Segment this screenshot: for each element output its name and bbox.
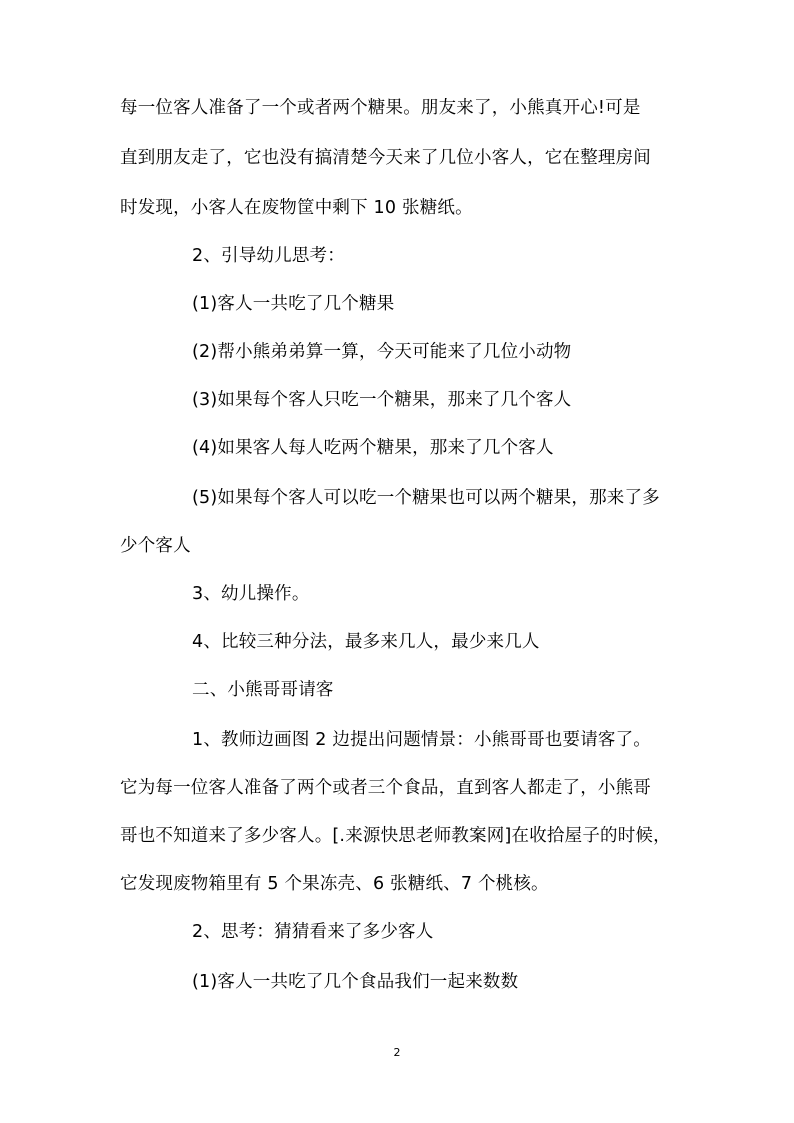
list-item: (2)帮小熊弟弟算一算，今天可能来了几位小动物: [192, 342, 572, 362]
section-heading: 2、思考：猜猜看来了多少客人: [192, 922, 434, 942]
list-item: (3)如果每个客人只吃一个糖果，那来了几个客人: [192, 390, 572, 410]
chapter-heading: 二、小熊哥哥请客: [192, 680, 334, 700]
paragraph-line: 直到朋友走了，它也没有搞清楚今天来了几位小客人，它在整理房间: [120, 148, 651, 168]
list-item: (1)客人一共吃了几个食品我们一起来数数: [192, 972, 519, 992]
list-item: (4)如果客人每人吃两个糖果，那来了几个客人: [192, 438, 554, 458]
list-item: (5)如果每个客人可以吃一个糖果也可以两个糖果，那来了多: [192, 488, 660, 508]
paragraph-line: 它为每一位客人准备了两个或者三个食品，直到客人都走了，小熊哥: [120, 778, 651, 798]
page-number: 2: [393, 1046, 401, 1059]
section-heading: 3、幼儿操作。: [192, 584, 310, 604]
paragraph-line: 1、教师边画图 2 边提出问题情景：小熊哥哥也要请客了。: [192, 730, 651, 750]
paragraph-line: 每一位客人准备了一个或者两个糖果。朋友来了，小熊真开心!可是: [120, 98, 641, 118]
paragraph-line: 时发现，小客人在废物筐中剩下 10 张糖纸。: [120, 198, 473, 218]
paragraph-line: 少个客人: [120, 536, 191, 556]
section-heading: 4、比较三种分法，最多来几人，最少来几人: [192, 632, 540, 652]
section-heading: 2、引导幼儿思考：: [192, 246, 345, 266]
paragraph-line: 它发现废物箱里有 5 个果冻壳、6 张糖纸、7 个桃核。: [120, 874, 549, 894]
list-item: (1)客人一共吃了几个糖果: [192, 294, 395, 314]
paragraph-line: 哥也不知道来了多少客人。[.来源快思老师教案网]在收拾屋子的时候，: [120, 826, 671, 846]
